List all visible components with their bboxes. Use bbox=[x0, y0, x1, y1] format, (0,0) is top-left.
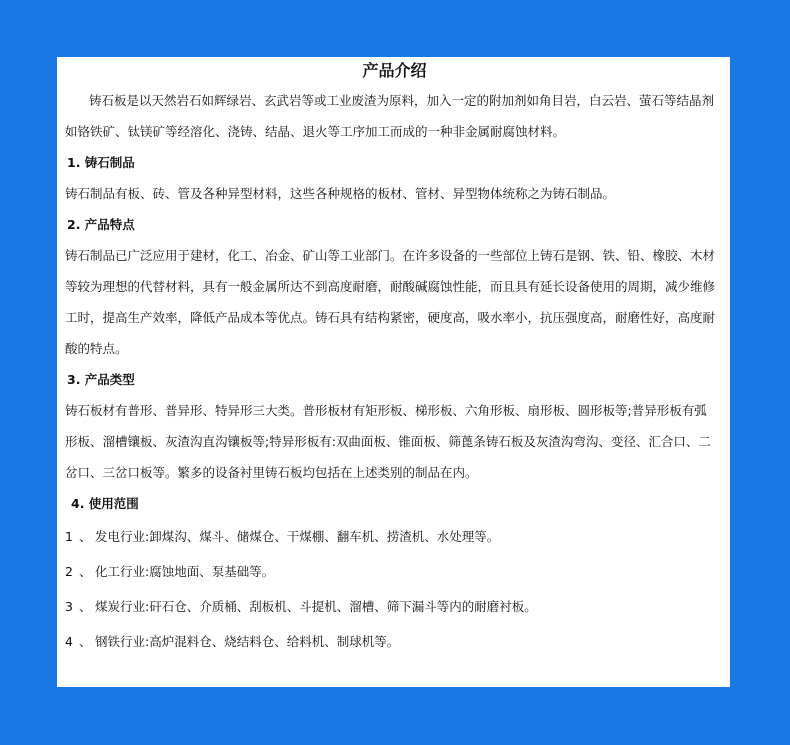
list-item: 4 、 钢铁行业:高炉混料仓、烧结料仓、给料机、制球机等。 bbox=[65, 634, 400, 649]
section-body-products: 铸石制品有板、砖、管及各种异型材料，这些各种规格的板材、管材、异型物体统称之为铸石制品。 bbox=[65, 186, 616, 201]
section-heading-products: 1. 铸石制品 bbox=[67, 155, 135, 170]
section-body-types: 铸石板材有普形、普异形、特异形三大类。普形板材有矩形板、梯形板、六角形板、扇形板、圆形板等;普异形板有弧形板、溜槽镶板、灰渣沟直沟镶板等;特异形板有:双曲面板、锥面板、筛蓖条铸石板及灰渣沟弯沟、变径、汇合口、二岔口、三岔口板等。繁多的设备衬里铸石板均包括在上述类别的制品在内。 bbox=[65, 403, 711, 480]
list-item: 2 、 化工行业:腐蚀地面、泵基础等。 bbox=[65, 564, 275, 579]
section-heading-types: 3. 产品类型 bbox=[67, 372, 135, 387]
page-title: 产品介绍 bbox=[362, 61, 427, 80]
usage-list bbox=[65, 519, 718, 659]
section-heading-features: 2. 产品特点 bbox=[67, 217, 135, 232]
product-intro-card bbox=[57, 57, 730, 687]
section-body-features: 铸石制品已广泛应用于建材，化工、冶金、矿山等工业部门。在许多设备的一些部位上铸石是钢、铁、铅、橡胶、木材等较为理想的代替材料，具有一般金属所达不到高度耐磨，耐酸碱腐蚀性能，而且具有延长设备使用的周期，减少维修工时，提高生产效率，降低产品成本等优点。铸石具有结构紧密，硬度高，吸水率小，抗压强度高，耐磨性好，高度耐酸的特点。 bbox=[65, 248, 716, 356]
section-heading-usage: 4. 使用范围 bbox=[71, 496, 139, 511]
list-item: 3 、 煤炭行业:矸石仓、介质桶、刮板机、斗提机、溜槽、筛下漏斗等内的耐磨衬板。 bbox=[65, 599, 537, 614]
list-item: 1 、 发电行业:卸煤沟、煤斗、储煤仓、干煤棚、翻车机、捞渣机、水处理等。 bbox=[65, 529, 500, 544]
intro-paragraph: 铸石板是以天然岩石如辉绿岩、玄武岩等或工业废渣为原料，加入一定的附加剂如角目岩，白云岩、萤石等结晶剂如铬铁矿、钛镁矿等经溶化、浇铸、结晶、退火等工序加工而成的一种非金属耐腐蚀材料。 bbox=[65, 93, 715, 139]
